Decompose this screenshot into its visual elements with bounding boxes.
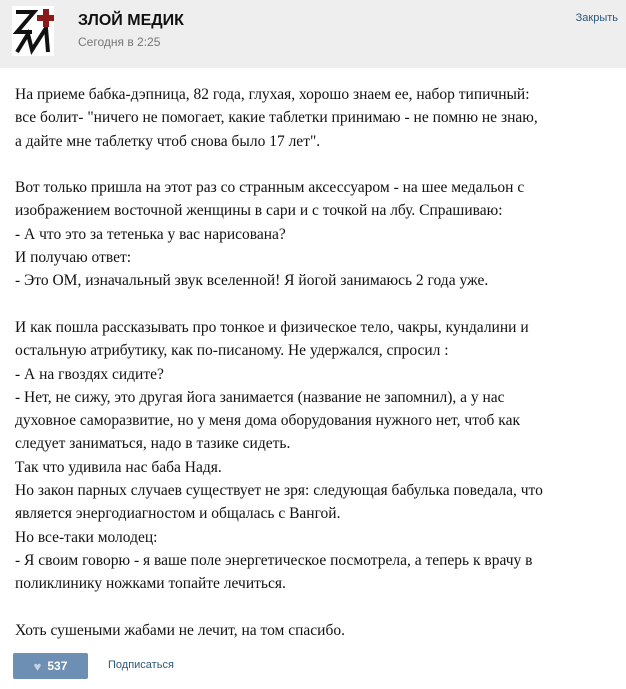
- post-header: [0, 0, 626, 68]
- post-time: Сегодня в 2:25: [78, 35, 161, 49]
- close-button[interactable]: Закрыть: [575, 12, 618, 24]
- subscribe-link[interactable]: Подписаться: [108, 659, 174, 671]
- post-text: На приеме бабка-дэпница, 82 года, глухая, хорошо знаем ее, набор типичный: все болит- "ничего не помогает, какие таблетки принимаю - не помню не знаю, а дайте мне таблетку чтоб снова было 17 лет". Вот только пришла на этот раз со странным аксессуаром - на шее медальон с изображением восточной женщины в сари и с точкой на лбу. Спрашиваю: - А что это за тетенька у вас нарисована? И получаю ответ: - Это ОМ, изначальный звук вселенной! Я йогой занимаюсь 2 года уже. И как пошла рассказывать про тонкое и физическое тело, чакры, кундалини и остальную атрибутику, как по-писаному. Не удержался, спросил : - А на гвоздях сидите? - Нет, не сижу, это другая йога занимается (название не запомнил), а у нас духовное саморазвитие, но у меня дома оборудования нужного нет, чтоб как следует заниматься, надо в тазике сидеть. Так что удивила нас баба Надя. Но закон парных случаев существует не зря: следующая бабулька поведала, что является энергодиагностом и общалась с Вангой. Но все-таки молодец: - Я своим говорю - я ваше поле энергетическое посмотрела, а теперь к врачу в поликлинику ножками топайте лечиться. Хоть сушеными жабами не лечит, на том спасибо.: [15, 86, 543, 639]
- like-button[interactable]: [13, 653, 88, 679]
- like-count: 537: [47, 659, 68, 673]
- avatar[interactable]: [12, 6, 54, 56]
- heart-icon: ♥: [33, 658, 42, 674]
- logo-icon: [12, 6, 54, 56]
- community-name[interactable]: ЗЛОЙ МЕДИК: [78, 12, 184, 29]
